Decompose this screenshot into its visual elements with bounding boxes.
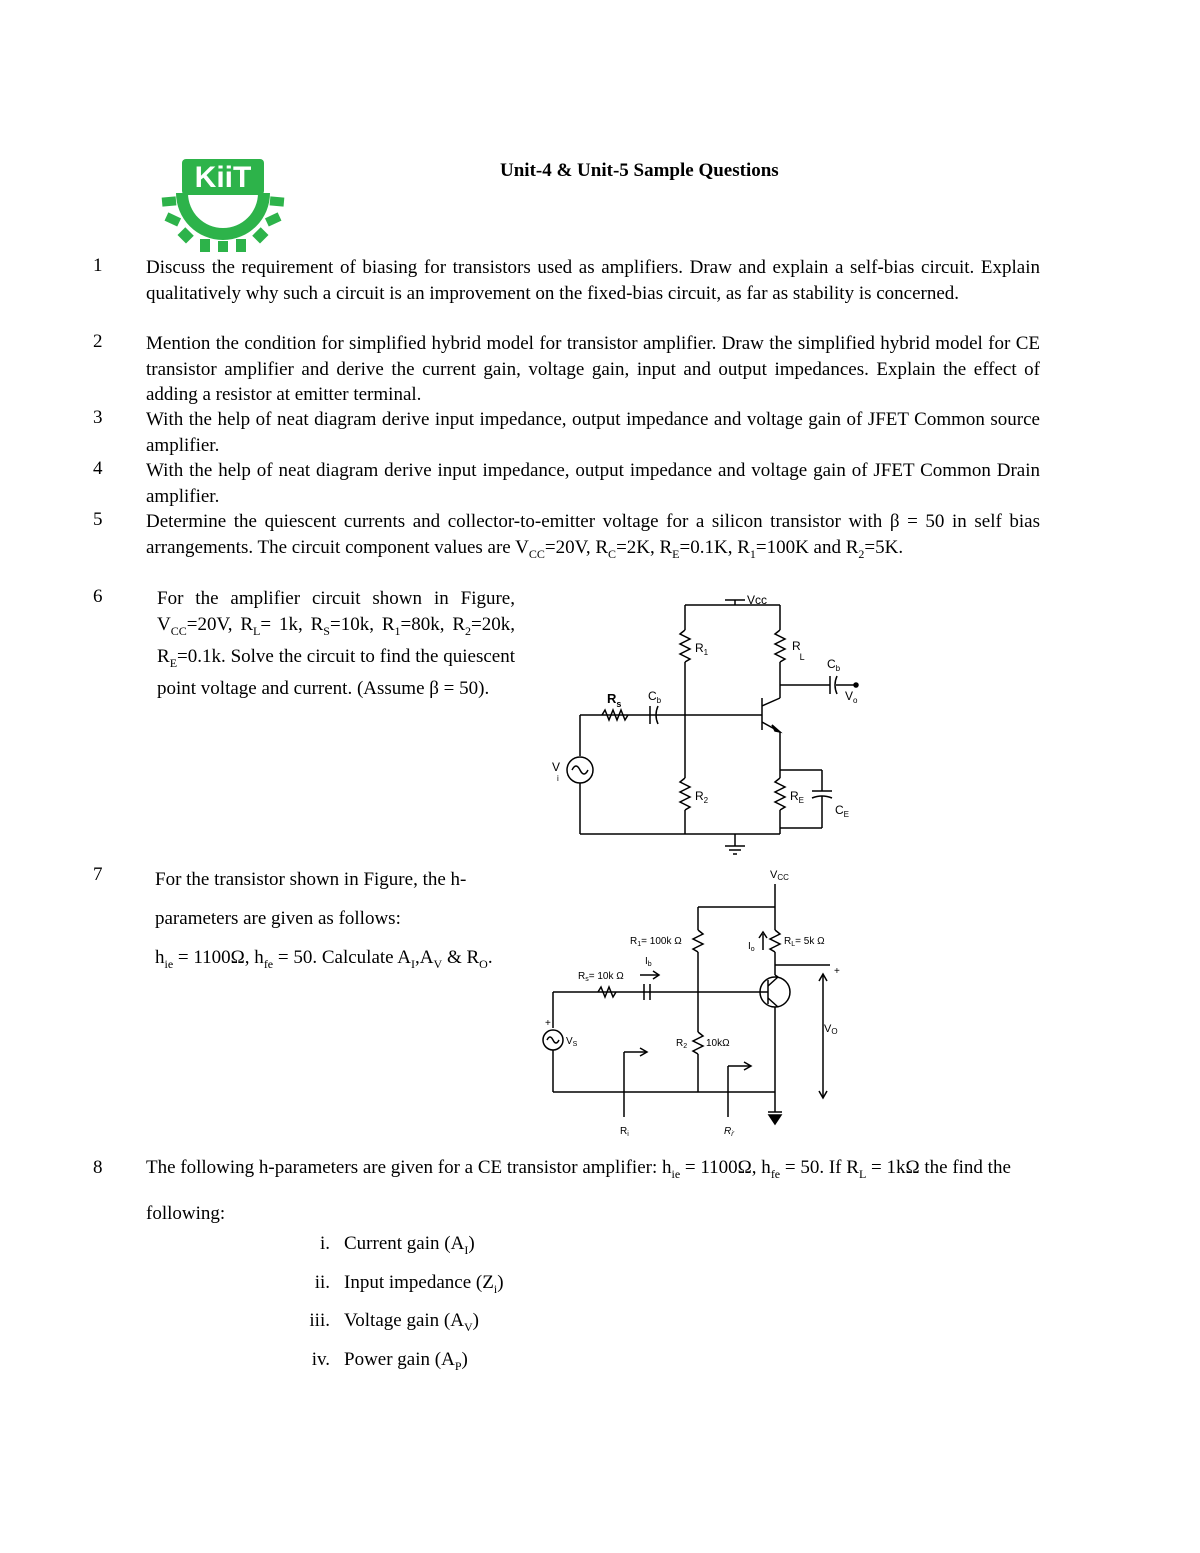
svg-text:Vi: V i	[552, 760, 561, 783]
question-4-text: With the help of neat diagram derive input impedance, output impedance and voltage gain of JFET Common Drain amplifier.	[146, 460, 1040, 507]
svg-text:Rs= 10k Ω: $R_s= 10k$ Ω	[578, 971, 624, 983]
svg-text:Ri: $R_i$	[620, 1126, 629, 1138]
svg-text:CE: $C_E$	[835, 803, 850, 819]
svg-text:R2: $R_2$	[695, 789, 709, 805]
svg-text:R2: $R_2$	[676, 1038, 688, 1050]
svg-text:+: +	[545, 1018, 551, 1029]
svg-text:Ib: $I_b$	[645, 956, 652, 968]
question-6-text: For the amplifier circuit shown in Figure, $V_{CC}=20V$, $R_L= 1k$, $R_S=10k$, $R_1=80k$, $R_2=20k$, $R_E=0.1k$. Solve the circuit to find the quiescent point voltage and current. (Assume β = 50).	[157, 588, 516, 700]
question-3-text: With the help of neat diagram derive input impedance, output impedance and voltage gain of JFET Common source amplifier.	[146, 409, 1040, 456]
question-number: 5	[93, 509, 103, 530]
question-number: 1	[93, 255, 103, 276]
question-number: 6	[93, 586, 103, 607]
svg-text:Io: $I_o$	[748, 941, 755, 953]
question-number: 7	[93, 864, 103, 885]
svg-text:VS: $V_S$	[566, 1036, 578, 1048]
svg-text:VCC: VCC	[770, 869, 789, 882]
svg-text:+: +	[834, 966, 840, 977]
svg-text:Rs: $R_s$	[607, 691, 622, 709]
svg-text:10kΩ: 10kΩ	[706, 1038, 730, 1049]
kiit-logo	[158, 157, 288, 252]
fig6-vcc-label: Vcc	[747, 593, 768, 607]
svg-text:Vo: $V_o$	[845, 689, 858, 705]
figure-6-amplifier-circuit	[540, 588, 860, 863]
question-number: 4	[93, 458, 103, 479]
svg-text:RL= 5k Ω: $R_L= 5k$ Ω	[784, 936, 825, 948]
question-number: 2	[93, 331, 103, 352]
page-title: Unit-4 & Unit-5 Sample Questions	[500, 160, 779, 181]
question-1-text: Discuss the requirement of biasing for transistors used as amplifiers. Draw and explain a self-bias circuit. Explain qualitatively why such a circuit is an improvement on the fixed-bias circuit, as far as stability is concerned.	[146, 257, 1040, 304]
question-number: 8	[93, 1157, 103, 1178]
svg-text:Cb: $C_b$	[827, 657, 841, 673]
svg-text:R1= 100k Ω: $R_1= 100k$ Ω	[630, 936, 682, 948]
svg-text:RE: $R_E$	[790, 789, 805, 805]
svg-text:Ri': $R_{i'}$	[724, 1126, 735, 1138]
question-7-text: For the transistor shown in Figure, the h-parameters are given as follows: $h_{ie} = 1100\Omega$, $h_{fe} = 50$. Calculate $A_I,A_V$ & $R_O$.	[155, 869, 493, 971]
svg-text:R1: $R_1$	[695, 641, 709, 657]
question-2-text: Mention the condition for simplified hybrid model for transistor amplifier. Draw the simplified hybrid model for CE transistor amplifier and derive the current gain, voltage gain, input and output impedances. Explain the effect of adding a resistor at emitter terminal.	[146, 333, 1040, 405]
question-5-text: Determine the quiescent currents and collector-to-emitter voltage for a silicon transistor with β = 50 in self bias arrangements. The circuit component values are $V_{CC}=20V$, $R_C=2K$, $R_E=0.1K$, $R_1=100K$ and $R_2=5K$.	[146, 511, 1040, 561]
question-number: 3	[93, 407, 103, 428]
logo-text: KiiT	[194, 161, 252, 194]
question-8-text: The following h-parameters are given for a CE transistor amplifier: $h_{ie} = 1100\Omega$, $h_{fe} = 50$. If $R_L = 1k\Omega$ the find the following:	[146, 1157, 1011, 1224]
svg-text:RL: RL	[792, 639, 805, 662]
svg-text:Cb: $C_b$	[648, 689, 662, 705]
figure-7-transistor-circuit	[538, 862, 858, 1144]
svg-text:VO: VO	[824, 1023, 838, 1036]
